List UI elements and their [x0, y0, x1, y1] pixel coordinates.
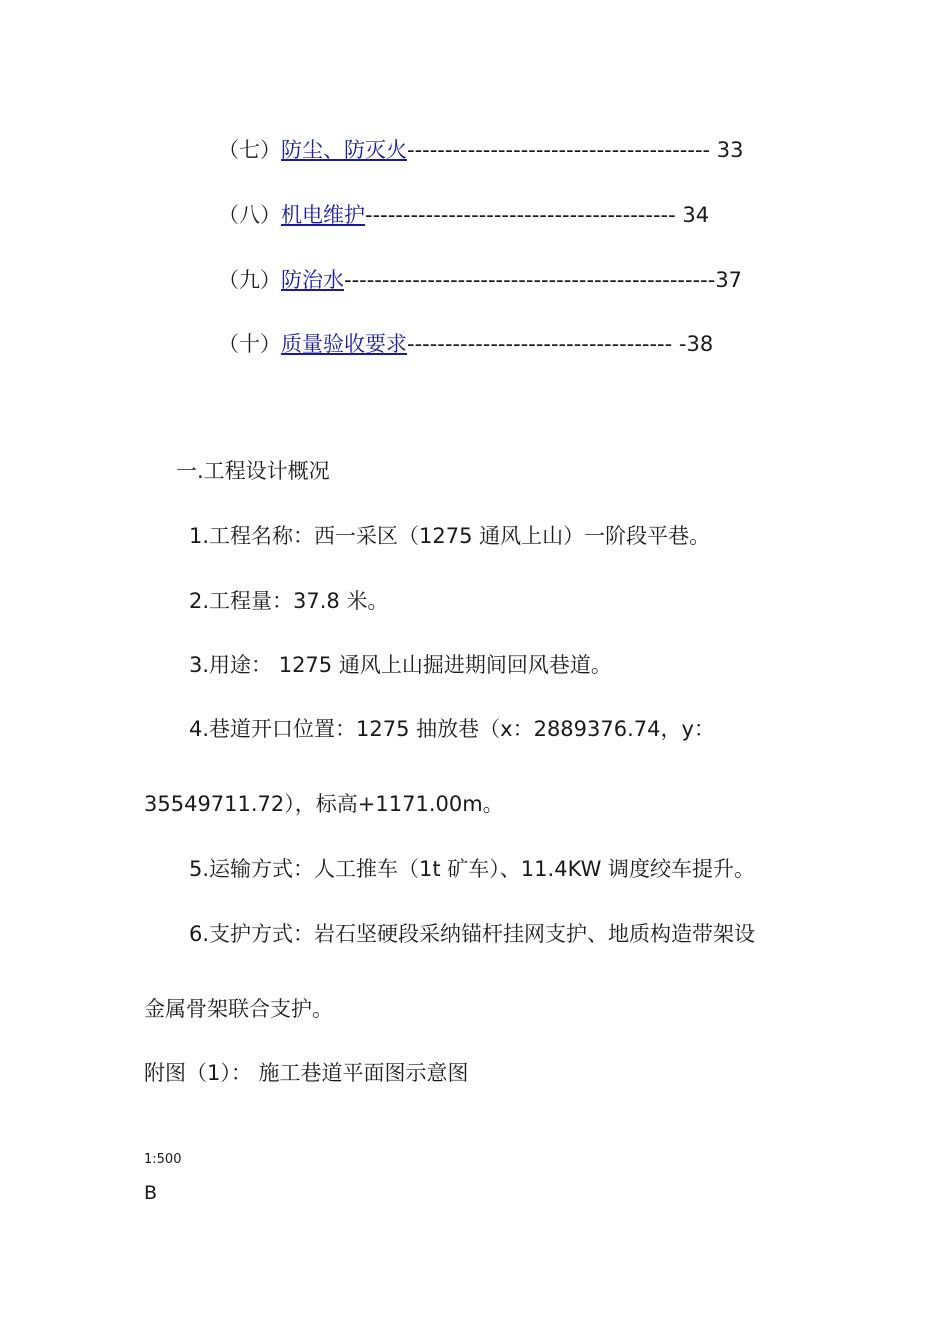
toc-link-dust-fire[interactable]: 防尘、防灭火 — [281, 138, 407, 162]
toc-prefix: （七） — [218, 138, 281, 162]
toc-entry-7 — [218, 135, 744, 165]
item-support-cont: 金属骨架联合支护。 — [144, 997, 333, 1021]
item-support: 6.支护方式：岩石坚硬段采纳锚杆挂网支护、地质构造带架设 — [189, 922, 756, 946]
toc-prefix: （九） — [218, 268, 281, 292]
toc-leader: ------------------------------------------------- — [344, 268, 716, 292]
toc-entry-10 — [218, 329, 713, 359]
toc-leader: ----------------------------------------- — [365, 203, 676, 227]
toc-page-number: 37 — [715, 268, 743, 292]
toc-link-electromechanical[interactable]: 机电维护 — [281, 203, 365, 227]
item-opening-position: 4.巷道开口位置：1275 抽放巷（x：2889376.74，y： — [189, 717, 715, 741]
figure-scale: 1:500 — [144, 1152, 182, 1167]
figure-caption: 附图（1）： 施工巷道平面图示意图 — [144, 1061, 469, 1085]
item-project-name: 1.工程名称：西一采区（1275 通风上山）一阶段平巷。 — [189, 524, 711, 548]
item-purpose: 3.用途： 1275 通风上山掘进期间回风巷道。 — [189, 653, 612, 677]
toc-page-number: 33 — [710, 138, 744, 162]
item-quantity: 2.工程量：37.8 米。 — [189, 589, 389, 613]
toc-entry-9 — [218, 265, 742, 295]
toc-page-number: 34 — [675, 203, 710, 227]
section-heading: 一.工程设计概况 — [176, 459, 330, 483]
toc-prefix: （十） — [218, 332, 281, 356]
toc-leader: ---------------------------------------- — [407, 138, 711, 162]
item-opening-position-cont: 35549711.72），标高+1171.00m。 — [144, 792, 504, 816]
toc-link-quality-acceptance[interactable]: 质量验收要求 — [281, 332, 407, 356]
item-transport: 5.运输方式：人工推车（1t 矿车）、11.4KW 调度绞车提升。 — [189, 857, 756, 881]
toc-entry-8 — [218, 200, 709, 230]
toc-link-water-control[interactable]: 防治水 — [281, 268, 344, 292]
toc-page-number: -38 — [672, 332, 714, 356]
toc-leader: ----------------------------------- — [407, 332, 673, 356]
figure-label-b: B — [144, 1182, 158, 1204]
toc-prefix: （八） — [218, 203, 281, 227]
